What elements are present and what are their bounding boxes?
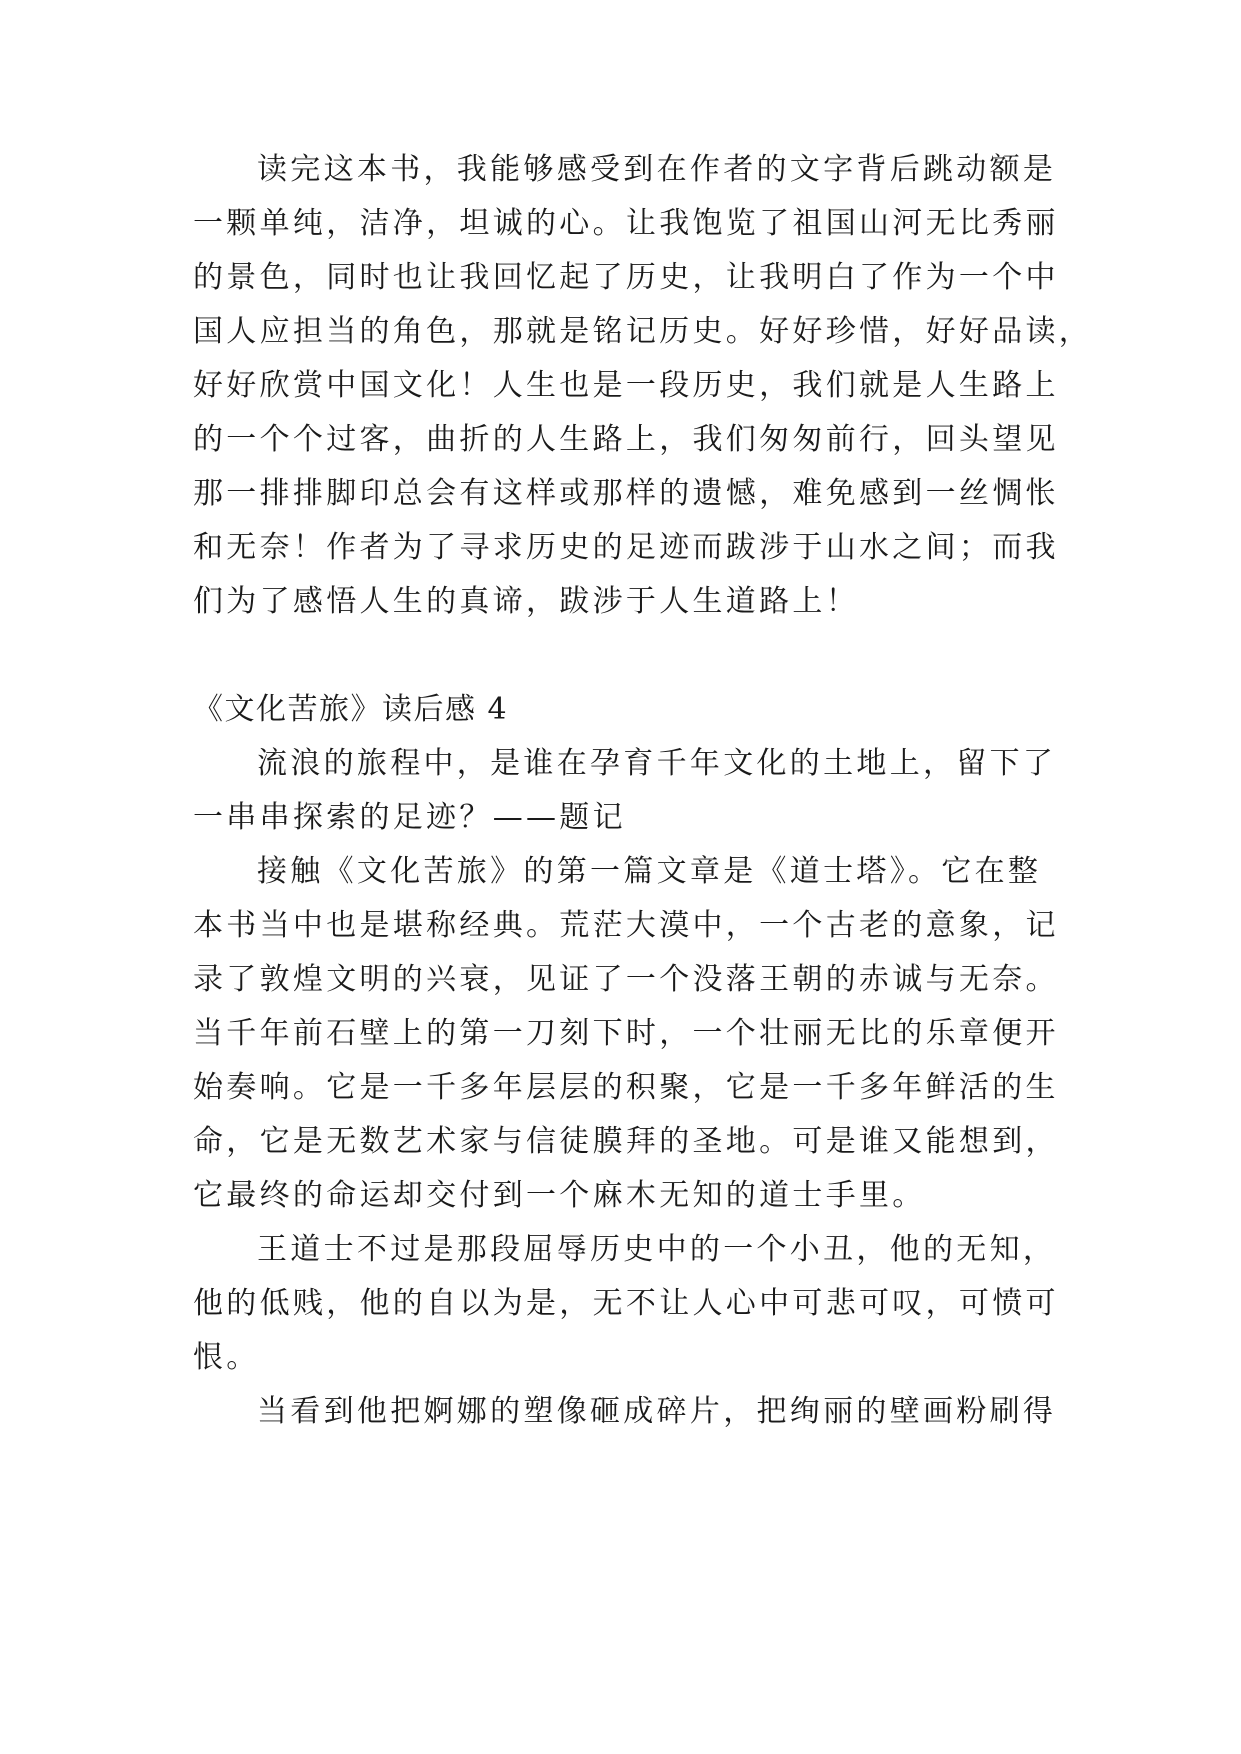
- paragraph-line: 的景色，同时也让我回忆起了历史，让我明白了作为一个中: [193, 260, 1059, 295]
- paragraph-line: 和无奈！作者为了寻求历史的足迹而跋涉于山水之间；而我: [193, 530, 1059, 565]
- paragraph-line: 当看到他把婀娜的塑像砸成碎片，把绚丽的壁画粉刷得: [257, 1394, 1057, 1429]
- paragraph-line: 王道士不过是那段屈辱历史中的一个小丑，他的无知，: [257, 1232, 1057, 1267]
- paragraph-line: 一颗单纯，洁净，坦诚的心。让我饱览了祖国山河无比秀丽: [193, 206, 1059, 241]
- paragraph-line: 那一排排脚印总会有这样或那样的遗憾，难免感到一丝惆怅: [193, 476, 1059, 511]
- paragraph-line: 命，它是无数艺术家与信徒膜拜的圣地。可是谁又能想到，: [193, 1124, 1059, 1159]
- paragraph-line: 当千年前石壁上的第一刀刻下时，一个壮丽无比的乐章便开: [193, 1016, 1059, 1051]
- section-heading: 《文化苦旅》读后感 4: [193, 692, 509, 727]
- paragraph-line: 们为了感悟人生的真谛，跋涉于人生道路上！: [193, 584, 859, 619]
- paragraph-line: 的一个个过客，曲折的人生路上，我们匆匆前行，回头望见: [193, 422, 1059, 457]
- paragraph-line: 本书当中也是堪称经典。荒茫大漠中，一个古老的意象，记: [193, 908, 1059, 943]
- paragraph-line: 始奏响。它是一千多年层层的积聚，它是一千多年鲜活的生: [193, 1070, 1059, 1105]
- paragraph-line: 它最终的命运却交付到一个麻木无知的道士手里。: [193, 1178, 926, 1213]
- paragraph-line: 他的低贱，他的自以为是，无不让人心中可悲可叹，可愤可: [193, 1286, 1059, 1321]
- paragraph-line: 好好欣赏中国文化！人生也是一段历史，我们就是人生路上: [193, 368, 1059, 403]
- epigraph-line: 一串串探索的足迹？——题记: [193, 800, 626, 835]
- paragraph-line: 接触《文化苦旅》的第一篇文章是《道士塔》。它在整: [257, 854, 1042, 889]
- paragraph-line: 恨。: [193, 1340, 260, 1375]
- paragraph-line: 国人应担当的角色，那就是铭记历史。好好珍惜，好好品读，: [193, 314, 1093, 349]
- paragraph-line: 录了敦煌文明的兴衰，见证了一个没落王朝的赤诚与无奈。: [193, 962, 1059, 997]
- paragraph-line: 读完这本书，我能够感受到在作者的文字背后跳动额是: [257, 152, 1057, 187]
- epigraph-line: 流浪的旅程中，是谁在孕育千年文化的土地上，留下了: [257, 746, 1057, 781]
